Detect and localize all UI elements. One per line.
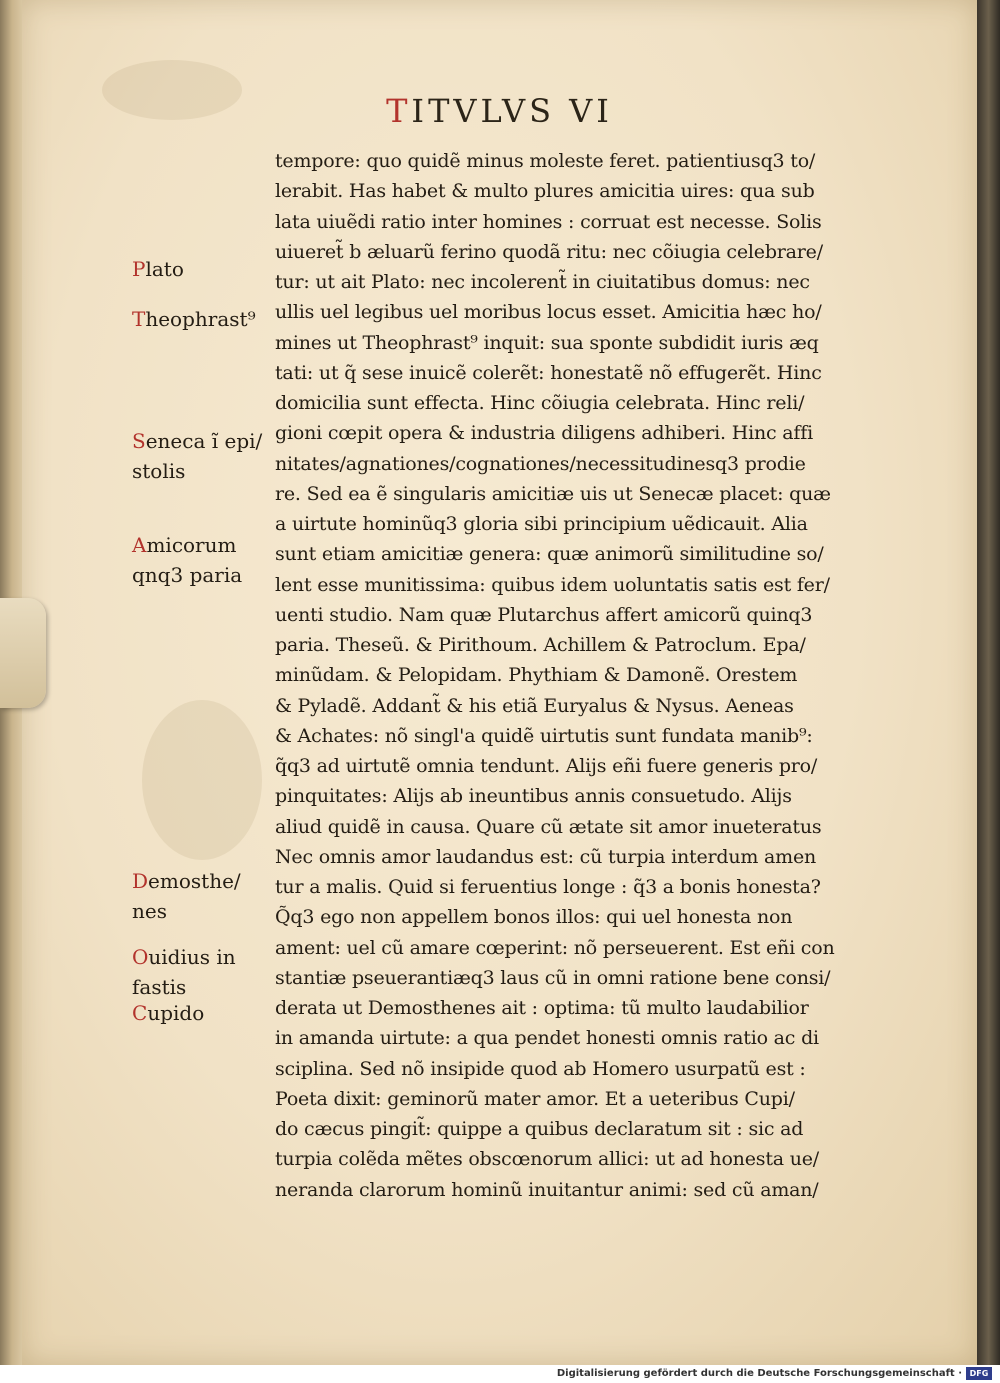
margin-note-demosthenes bbox=[132, 866, 282, 926]
text-line: pinquitates: Alijs ab ineuntibus annis consuetudo. Alijs bbox=[275, 785, 792, 808]
margin-note-theophrastus bbox=[132, 304, 282, 334]
running-head-text: ITVLVS VI bbox=[411, 92, 613, 130]
text-line: paria. Theseũ. & Pirithoum. Achillem & Patroclum. Epa/ bbox=[275, 634, 806, 656]
dfg-logo: DFG bbox=[966, 1367, 992, 1380]
footer-credit: Digitalisierung gefördert durch die Deutsche Forschungsgemeinschaft · bbox=[556, 1368, 962, 1379]
main-text-block bbox=[275, 146, 905, 1205]
text-line: a uirtute hominũq3 gloria sibi principium uẽdicauit. Alia bbox=[275, 513, 808, 535]
text-line: tati: ut q̃ sese inuicẽ colerẽt: honestatẽ nõ effugerẽt. Hinc bbox=[275, 361, 822, 384]
rubric-initial: P bbox=[132, 257, 146, 281]
text-line: gioni cœpit opera & industria diligens adhiberi. Hinc affi bbox=[275, 422, 813, 445]
rubric-initial: T bbox=[132, 307, 146, 331]
text-line: lerabit. Has habet & multo plures amicitia uires: qua sub bbox=[275, 180, 815, 203]
text-line: Nec omnis amor laudandus est: cũ turpia interdum amen bbox=[275, 845, 817, 868]
rubric-initial: D bbox=[132, 869, 149, 893]
margin-note-cupido bbox=[132, 998, 282, 1028]
margin-note-text-line2: stolis bbox=[132, 459, 186, 483]
text-line: ament: uel cũ amare cœperint: nõ perseuerent. Est eñi con bbox=[275, 936, 835, 959]
margin-note-text: uidius in bbox=[148, 945, 236, 969]
text-line: neranda clarorum hominũ inuitantur animi: sed cũ aman/ bbox=[275, 1178, 819, 1201]
margin-note-text-line2: nes bbox=[132, 899, 167, 923]
text-line: domicilia sunt effecta. Hinc cõiugia celebrata. Hinc reli/ bbox=[275, 392, 805, 414]
text-line: uiueret̃ b æluarũ ferino quodã ritu: nec cõiugia celebrare/ bbox=[275, 240, 823, 263]
rubric-initial: O bbox=[132, 945, 149, 969]
bookmark-tab bbox=[0, 598, 46, 708]
margin-note-text: micorum bbox=[146, 533, 237, 557]
text-line: tempore: quo quidẽ minus moleste feret. patientiusq3 to/ bbox=[275, 150, 816, 172]
text-line: & Pyladẽ. Addant̃ & his etiã Euryalus & Nysus. Aeneas bbox=[275, 694, 794, 717]
book-page bbox=[22, 0, 977, 1365]
text-line: uenti studio. Nam quæ Plutarchus affert amicorũ quinq3 bbox=[275, 603, 813, 626]
text-line: Q̃q3 ego non appellem bonos illos: qui uel honesta non bbox=[275, 906, 793, 929]
text-line: Poeta dixit: geminorũ mater amor. Et a ueteribus Cupi/ bbox=[275, 1087, 795, 1110]
rubric-initial: A bbox=[132, 533, 147, 557]
text-line: & Achates: nõ singl'a quidẽ uirtutis sunt fundata manib⁹: bbox=[275, 724, 813, 747]
text-line: ullis uel legibus uel moribus locus esset. Amicitia hæc ho/ bbox=[275, 301, 822, 324]
margin-note-text: heophrast⁹ bbox=[145, 307, 256, 331]
margin-note-amicorum bbox=[132, 530, 282, 590]
binding-edge bbox=[977, 0, 1000, 1365]
text-line: sunt etiam amicitiæ genera: quæ animorũ similitudine so/ bbox=[275, 543, 824, 566]
margin-note-text: emosthe/ bbox=[148, 869, 241, 893]
text-line: sciplina. Sed nõ insipide quod ab Homero usurpatũ est : bbox=[275, 1057, 806, 1080]
text-line: lent esse munitissima: quibus idem uoluntatis satis est fer/ bbox=[275, 573, 830, 596]
margin-note-text-line2: fastis bbox=[132, 975, 187, 999]
text-line: nitates/agnationes/cognationes/necessitudinesq3 prodie bbox=[275, 452, 806, 475]
rubric-initial: C bbox=[132, 1001, 148, 1025]
margin-note-plato bbox=[132, 254, 282, 284]
text-line: mines ut Theophrast⁹ inquit: sua sponte subdidit iuris æq bbox=[275, 331, 819, 354]
text-line: turpia colẽda mẽtes obscœnorum allici: ut ad honesta ue/ bbox=[275, 1148, 820, 1171]
margin-note-text: lato bbox=[145, 257, 184, 281]
text-line: aliud quidẽ in causa. Quare cũ ætate sit amor inueteratus bbox=[275, 815, 822, 838]
text-line: in amanda uirtute: a qua pendet honesti omnis ratio ac di bbox=[275, 1027, 819, 1050]
running-head bbox=[22, 92, 977, 130]
text-line: stantiæ pseuerantiæq3 laus cũ in omni ratione bene consi/ bbox=[275, 966, 831, 989]
text-line: tur a malis. Quid si feruentius longe : q̃3 a bonis honesta? bbox=[275, 876, 821, 898]
digitization-footer bbox=[0, 1365, 1000, 1383]
margin-note-text: eneca ĩ epi/ bbox=[145, 429, 263, 453]
text-line: do cæcus pingit̃: quippe a quibus declaratum sit : sic ad bbox=[275, 1118, 804, 1140]
rubric-initial: S bbox=[132, 429, 146, 453]
running-head-initial: T bbox=[386, 92, 412, 130]
margin-note-ovidius bbox=[132, 942, 282, 1002]
margin-note-text-line2: qnq3 paria bbox=[132, 563, 243, 587]
text-line: minũdam. & Pelopidam. Phythiam & Damonẽ. Orestem bbox=[275, 664, 798, 687]
text-line: derata ut Demosthenes ait : optima: tũ multo laudabilior bbox=[275, 997, 809, 1019]
text-line: lata uiuẽdi ratio inter homines : corruat est necesse. Solis bbox=[275, 210, 822, 233]
text-line: tur: ut ait Plato: nec incolerent̃ in ciuitatibus domus: nec bbox=[275, 271, 810, 293]
paper-stain bbox=[142, 700, 262, 860]
margin-note-text: upido bbox=[147, 1001, 205, 1025]
text-line: re. Sed ea ẽ singularis amicitiæ uis ut Senecæ placet: quæ bbox=[275, 482, 831, 505]
margin-note-seneca bbox=[132, 426, 282, 486]
text-line: q̃q3 ad uirtutẽ omnia tendunt. Alijs eñi fuere generis pro/ bbox=[275, 755, 818, 777]
